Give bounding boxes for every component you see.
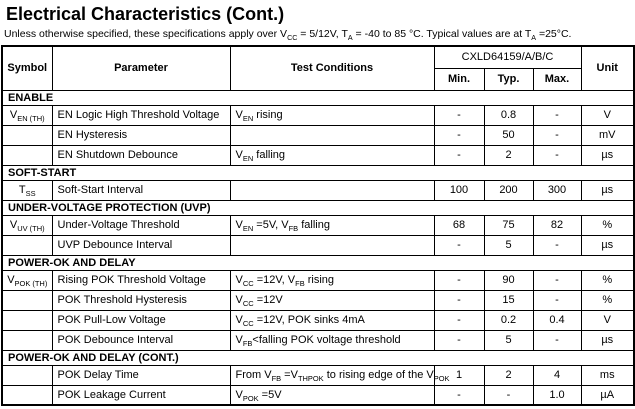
part-number-header: CXLD64159/A/B/C <box>434 46 581 68</box>
typ-cell: 15 <box>484 290 533 310</box>
conditions-cell <box>230 235 434 255</box>
section-row <box>2 350 634 365</box>
spec-row <box>2 290 634 310</box>
spec-row <box>2 125 634 145</box>
section-row <box>2 255 634 270</box>
section-title: ENABLE <box>2 90 634 105</box>
col-header-unit: Unit <box>581 46 634 90</box>
page-title: Electrical Characteristics (Cont.) <box>6 4 285 24</box>
conditions-cell: $V_{EN}$ falling <box>230 145 434 165</box>
min-cell: - <box>434 330 484 350</box>
col-header-max: Max. <box>533 68 581 90</box>
conditions-cell: $V_{EN} =5V$, $V_{FB}$ falling <box>230 215 434 235</box>
max-cell: 4 <box>533 365 581 385</box>
min-cell: - <box>434 105 484 125</box>
max-cell: 1.0 <box>533 385 581 405</box>
unit-cell: µs <box>581 330 634 350</box>
min-cell: - <box>434 235 484 255</box>
spec-row <box>2 310 634 330</box>
spec-row <box>2 330 634 350</box>
spec-table <box>1 45 635 406</box>
unit-cell: µs <box>581 180 634 200</box>
parameter-cell: Soft-Start Interval <box>52 180 230 200</box>
header-row-1 <box>2 46 634 68</box>
conditions-cell: $V_{CC} =12V$, POK sinks 4mA <box>230 310 434 330</box>
unit-cell: µs <box>581 145 634 165</box>
section-row <box>2 200 634 215</box>
col-header-min: Min. <box>434 68 484 90</box>
max-cell: - <box>533 105 581 125</box>
conditions-cell: From $V_{FB} =V_{THPOK}$ to rising edge of the $V_{POK}$ <box>230 365 434 385</box>
parameter-cell: UVP Debounce Interval <box>52 235 230 255</box>
max-cell: - <box>533 270 581 290</box>
section-title: SOFT-START <box>2 165 634 180</box>
col-header-symbol: Symbol <box>2 46 52 90</box>
unit-cell: µA <box>581 385 634 405</box>
symbol-cell <box>2 145 52 165</box>
min-cell: - <box>434 385 484 405</box>
typ-cell: 2 <box>484 145 533 165</box>
parameter-cell: POK Delay Time <box>52 365 230 385</box>
symbol-cell: $V_{EN (TH)}$ <box>2 105 52 125</box>
section-title: POWER-OK AND DELAY <box>2 255 634 270</box>
symbol-cell <box>2 330 52 350</box>
spec-row <box>2 365 634 385</box>
spec-table-header <box>2 46 634 90</box>
unit-cell: % <box>581 270 634 290</box>
spec-row <box>2 215 634 235</box>
min-cell: 68 <box>434 215 484 235</box>
typ-cell: 90 <box>484 270 533 290</box>
symbol-cell <box>2 385 52 405</box>
typ-cell: 75 <box>484 215 533 235</box>
conditions-cell: $V_{EN}$ rising <box>230 105 434 125</box>
max-cell: - <box>533 290 581 310</box>
spec-row <box>2 180 634 200</box>
section-title: UNDER-VOLTAGE PROTECTION (UVP) <box>2 200 634 215</box>
min-cell: - <box>434 270 484 290</box>
min-cell: 100 <box>434 180 484 200</box>
parameter-cell: POK Leakage Current <box>52 385 230 405</box>
unit-cell: % <box>581 290 634 310</box>
symbol-cell <box>2 290 52 310</box>
parameter-cell: Rising POK Threshold Voltage <box>52 270 230 290</box>
symbol-cell: $T_{SS}$ <box>2 180 52 200</box>
min-cell: - <box>434 310 484 330</box>
max-cell: 0.4 <box>533 310 581 330</box>
typ-cell: 200 <box>484 180 533 200</box>
parameter-cell: Under-Voltage Threshold <box>52 215 230 235</box>
typ-cell: 5 <box>484 235 533 255</box>
conditions-cell <box>230 180 434 200</box>
max-cell: - <box>533 145 581 165</box>
spec-row <box>2 270 634 290</box>
typ-cell: 2 <box>484 365 533 385</box>
col-header-parameter: Parameter <box>52 46 230 90</box>
min-cell: - <box>434 145 484 165</box>
min-cell: - <box>434 290 484 310</box>
col-header-test-conditions: Test Conditions <box>230 46 434 90</box>
parameter-cell: POK Threshold Hysteresis <box>52 290 230 310</box>
symbol-cell <box>2 365 52 385</box>
conditions-cell: $V_{POK} =5V$ <box>230 385 434 405</box>
conditions-cell <box>230 125 434 145</box>
parameter-cell: EN Shutdown Debounce <box>52 145 230 165</box>
parameter-cell: EN Hysteresis <box>52 125 230 145</box>
max-cell: - <box>533 235 581 255</box>
spec-table-body <box>2 90 634 405</box>
symbol-cell: $V_{UV (TH)}$ <box>2 215 52 235</box>
min-cell: 1 <box>434 365 484 385</box>
section-title: POWER-OK AND DELAY (CONT.) <box>2 350 634 365</box>
max-cell: 300 <box>533 180 581 200</box>
spec-row <box>2 385 634 405</box>
conditions-cell: $V_{FB}<falling$ POK voltage threshold <box>230 330 434 350</box>
page-subtitle: Unless otherwise specified, these specifications apply over $V_{CC} = 5/12V$, $T_A = -40$ to 85 °C. Typical values are at $T_A =25^\circ C$. <box>4 28 572 43</box>
min-cell: - <box>434 125 484 145</box>
max-cell: 82 <box>533 215 581 235</box>
symbol-cell <box>2 235 52 255</box>
section-row <box>2 90 634 105</box>
col-header-typ: Typ. <box>484 68 533 90</box>
unit-cell: ms <box>581 365 634 385</box>
typ-cell: 50 <box>484 125 533 145</box>
conditions-cell: $V_{CC} =12V$ <box>230 290 434 310</box>
symbol-cell <box>2 125 52 145</box>
max-cell: - <box>533 125 581 145</box>
section-row <box>2 165 634 180</box>
unit-cell: mV <box>581 125 634 145</box>
unit-cell: V <box>581 310 634 330</box>
typ-cell: 0.2 <box>484 310 533 330</box>
symbol-cell <box>2 310 52 330</box>
spec-row <box>2 145 634 165</box>
unit-cell: µs <box>581 235 634 255</box>
unit-cell: % <box>581 215 634 235</box>
typ-cell: - <box>484 385 533 405</box>
spec-row <box>2 235 634 255</box>
parameter-cell: POK Debounce Interval <box>52 330 230 350</box>
typ-cell: 0.8 <box>484 105 533 125</box>
conditions-cell: $V_{CC} =12V$, $V_{FB}$ rising <box>230 270 434 290</box>
unit-cell: V <box>581 105 634 125</box>
parameter-cell: EN Logic High Threshold Voltage <box>52 105 230 125</box>
spec-row <box>2 105 634 125</box>
symbol-cell: $V_{POK (TH)}$ <box>2 270 52 290</box>
parameter-cell: POK Pull-Low Voltage <box>52 310 230 330</box>
typ-cell: 5 <box>484 330 533 350</box>
max-cell: - <box>533 330 581 350</box>
